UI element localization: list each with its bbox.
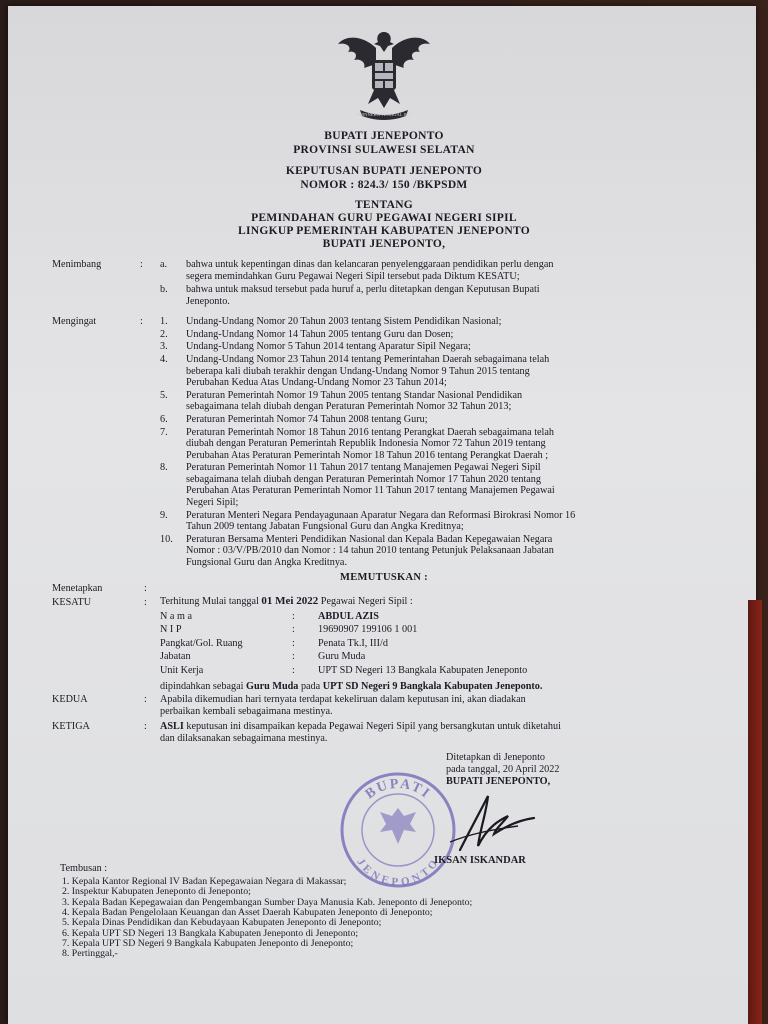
mengingat-item-line: Fungsional Guru dan Angka Kreditnya. (186, 556, 347, 568)
field-value: ABDUL AZIS (318, 611, 379, 622)
mengingat-item-line: Undang-Undang Nomor 23 Tahun 2014 tentang Pemerintahan Daerah sebagaimana telah (186, 354, 550, 366)
colon: : (140, 259, 143, 270)
mengingat-item-line: Negeri Sipil; (186, 496, 239, 508)
mengingat-item-line: Peraturan Menteri Negara Pendayagunaan Aparatur Negara dan Reformasi Birokrasi Nomor 16 (186, 509, 576, 521)
moved-job: Guru Muda (246, 681, 299, 692)
tembusan-item: 2. Inspektur Kabupaten Jeneponto di Jeneponto; (62, 886, 251, 898)
mengingat-item-line: Perubahan Atas Peraturan Pemerintah Nomor 18 Tahun 2016 tentang Perangkat Daerah ; (186, 449, 549, 461)
header-line-4: NOMOR : 824.3/ 150 /BKPSDM (300, 179, 468, 191)
mengingat-item-number: 9. (160, 509, 168, 521)
mengingat-item-line: Peraturan Bersama Menteri Pendidikan Nasional dan Kepala Badan Kepegawaian Negara (186, 533, 553, 545)
tembusan-item: 6. Kepala UPT SD Negeri 13 Bangkala Kabupaten Jeneponto di Jeneponto; (62, 927, 359, 939)
colon: : (144, 694, 147, 705)
kesatu-label: KESATU (52, 597, 92, 608)
colon: : (140, 316, 143, 327)
colon: : (144, 597, 147, 608)
header-line-5: TENTANG (354, 199, 414, 211)
tembusan-item: 8. Pertinggal,- (62, 948, 118, 960)
mengingat-item-line: beberapa kali diubah terakhir dengan Undang-Undang Nomor 9 Tahun 2015 tentang (186, 365, 530, 377)
moved-unit: UPT SD Negeri 9 Bangkala Kabupaten Jeneponto. (322, 681, 543, 692)
header-line-1: BUPATI JENEPONTO (324, 130, 444, 142)
mengingat-item-number: 1. (160, 316, 168, 327)
moved-pre: dipindahkan sebagai (160, 681, 244, 692)
background-edge (748, 600, 762, 1024)
menimbang-item-line: Jeneponto. (186, 295, 230, 307)
menimbang-item-number: a. (160, 259, 168, 270)
mengingat-item-line: sebagaimana telah diubah dengan Peraturan Pemerintah Nomor 32 Tahun 2013; (186, 401, 512, 413)
ketiga-line-2: dan dilaksanakan sebagaimana mestinya. (160, 733, 328, 744)
kesatu-intro (160, 596, 413, 607)
mengingat-item-line: Tahun 2009 tentang Jabatan Fungsional Guru dan Angka Kreditnya; (186, 521, 464, 533)
kesatu-moved (160, 681, 542, 692)
ketiga-bold: ASLI (160, 721, 184, 732)
stamp-top-text: BUPATI (362, 776, 434, 803)
mengingat-item-line: Perubahan Kedua Atas Undang-Undang Nomor 23 Tahun 2014; (186, 377, 447, 389)
field-value: Guru Muda (318, 651, 366, 663)
field-value: 19690907 199106 1 001 (318, 624, 418, 636)
mengingat-item-number: 2. (160, 328, 168, 340)
sign-name: IKSAN ISKANDAR (434, 855, 526, 866)
mengingat-item-number: 3. (160, 341, 168, 353)
field-key: N I P (160, 624, 182, 636)
moved-mid: pada (300, 681, 321, 692)
menimbang-item-number: b. (160, 284, 168, 296)
ketiga-label: KETIGA (52, 721, 90, 732)
kesatu-intro-pre: Terhitung Mulai tanggal (160, 596, 259, 607)
field-key: Unit Kerja (160, 664, 204, 676)
field-colon: : (292, 624, 295, 636)
tembusan-item: 7. Kepala UPT SD Negeri 9 Bangkala Kabupaten Jeneponto di Jeneponto; (62, 937, 354, 949)
header-line-3: KEPUTUSAN BUPATI JENEPONTO (285, 165, 483, 177)
mengingat-item-line: Peraturan Pemerintah Nomor 74 Tahun 2008 tentang Guru; (186, 414, 428, 425)
field-colon: : (292, 611, 295, 622)
field-colon: : (292, 664, 295, 676)
header-line-8: BUPATI JENEPONTO, (322, 238, 446, 250)
mengingat-item-number: 8. (160, 462, 168, 474)
sign-date: pada tanggal, 20 April 2022 (446, 764, 560, 775)
mengingat-item-number: 4. (160, 354, 168, 366)
mengingat-item-line: Perubahan Atas Peraturan Pemerintah Nomor 11 Tahun 2017 tentang Manajemen Pegawai (186, 485, 555, 497)
mengingat-item-line: Peraturan Pemerintah Nomor 19 Tahun 2005 tentang Standar Nasional Pendidikan (186, 389, 523, 401)
tembusan-item: 3. Kepala Badan Kepegawaian dan Pengembangan Sumber Daya Manusia Kab. Jeneponto di Jeneponto; (62, 896, 473, 908)
field-key: Jabatan (160, 651, 191, 663)
svg-text:JENEPONTO (354, 856, 441, 888)
header-line-6: PEMINDAHAN GURU PEGAWAI NEGERI SIPIL (251, 212, 517, 224)
field-value: UPT SD Negeri 13 Bangkala Kabupaten Jeneponto (318, 664, 528, 676)
mengingat-item-line: sebagaimana telah diubah dengan Peraturan Pemerintah Nomor 17 Tahun 2020 tentang (186, 473, 541, 485)
menimbang-item-line: bahwa untuk kepentingan dinas dan kelancaran penyelenggaraan pendidikan perlu dengan (186, 259, 554, 270)
field-value: Penata Tk.I, III/d (318, 637, 388, 649)
colon: : (144, 583, 147, 594)
garuda-emblem-icon (334, 26, 434, 122)
kedua-line-1: Apabila dikemudian hari ternyata terdapat kekeliruan dalam keputusan ini, akan diadakan (160, 694, 526, 705)
tembusan-label: Tembusan : (60, 863, 108, 874)
tembusan-item: 1. Kepala Kantor Regional IV Badan Kepegawaian Negara di Makassar; (62, 876, 347, 887)
memutuskan-heading: MEMUTUSKAN : (340, 572, 428, 583)
field-key: N a m a (160, 611, 192, 622)
field-colon: : (292, 637, 295, 649)
kedua-line-2: perbaikan kembali sebagaimana mestinya. (160, 706, 333, 717)
header-line-2: PROVINSI SULAWESI SELATAN (293, 144, 475, 156)
kedua-label: KEDUA (52, 694, 88, 705)
tembusan-item: 5. Kepala Dinas Pendidikan dan Kebudayaan Kabupaten Jeneponto di Jeneponto; (62, 917, 382, 929)
mengingat-item-line: Undang-Undang Nomor 5 Tahun 2014 tentang Aparatur Sipil Negara; (186, 341, 471, 353)
mengingat-item-number: 5. (160, 389, 168, 401)
mengingat-item-line: diubah dengan Peraturan Pemerintah Republik Indonesia Nomor 72 Tahun 2019 tentang (186, 438, 546, 450)
mengingat-item-number: 6. (160, 414, 168, 425)
mengingat-label: Mengingat (52, 316, 97, 327)
sign-place: Ditetapkan di Jeneponto (446, 752, 546, 763)
field-colon: : (292, 651, 295, 663)
header-line-7: LINGKUP PEMERINTAH KABUPATEN JENEPONTO (237, 225, 530, 237)
mengingat-item-line: Peraturan Pemerintah Nomor 18 Tahun 2016 tentang Perangkat Daerah sebagaimana telah (186, 426, 554, 438)
colon: : (144, 721, 147, 732)
garuda-motto: BHINNEKA TUNGGAL IKA (356, 112, 412, 117)
ketiga-rest: keputusan ini disampaikan kepada Pegawai Negeri Sipil yang bersangkutan untuk diketahui (186, 721, 561, 732)
menimbang-item-line: bahwa untuk maksud tersebut pada huruf a, perlu ditetapkan dengan Keputusan Bupati (186, 284, 540, 296)
tembusan-item: 4. Kepala Badan Pengelolaan Keuangan dan Asset Daerah Kabupaten Jeneponto di Jeneponto; (62, 906, 433, 918)
signature-scribble (430, 790, 540, 860)
field-key: Pangkat/Gol. Ruang (160, 637, 243, 649)
mengingat-item-number: 7. (160, 426, 168, 438)
kesatu-intro-post: Pegawai Negeri Sipil : (320, 596, 413, 607)
menimbang-item-line: segera memindahkan Guru Pegawai Negeri Sipil tersebut pada Diktum KESATU; (186, 270, 520, 282)
mengingat-item-line: Undang-Undang Nomor 14 Tahun 2005 tentang Guru dan Dosen; (186, 328, 454, 340)
menetapkan-label: Menetapkan (52, 583, 103, 594)
mengingat-item-line: Nomor : 03/V/PB/2010 dan Nomor : 14 tahun 2010 tentang Petunjuk Pelaksanaan Jabatan (186, 545, 554, 557)
menimbang-label: Menimbang (52, 259, 102, 270)
kesatu-intro-date: 01 Mei 2022 (261, 595, 319, 607)
stamp-bottom-text: JENEPONTO (354, 856, 442, 889)
mengingat-item-line: Peraturan Pemerintah Nomor 11 Tahun 2017 tentang Manajemen Pegawai Negeri Sipil (186, 462, 541, 474)
mengingat-item-number: 10. (160, 533, 173, 545)
ketiga-line-1 (160, 721, 561, 732)
sign-title: BUPATI JENEPONTO, (446, 776, 551, 787)
mengingat-item-line: Undang-Undang Nomor 20 Tahun 2003 tentang Sistem Pendidikan Nasional; (186, 316, 502, 327)
